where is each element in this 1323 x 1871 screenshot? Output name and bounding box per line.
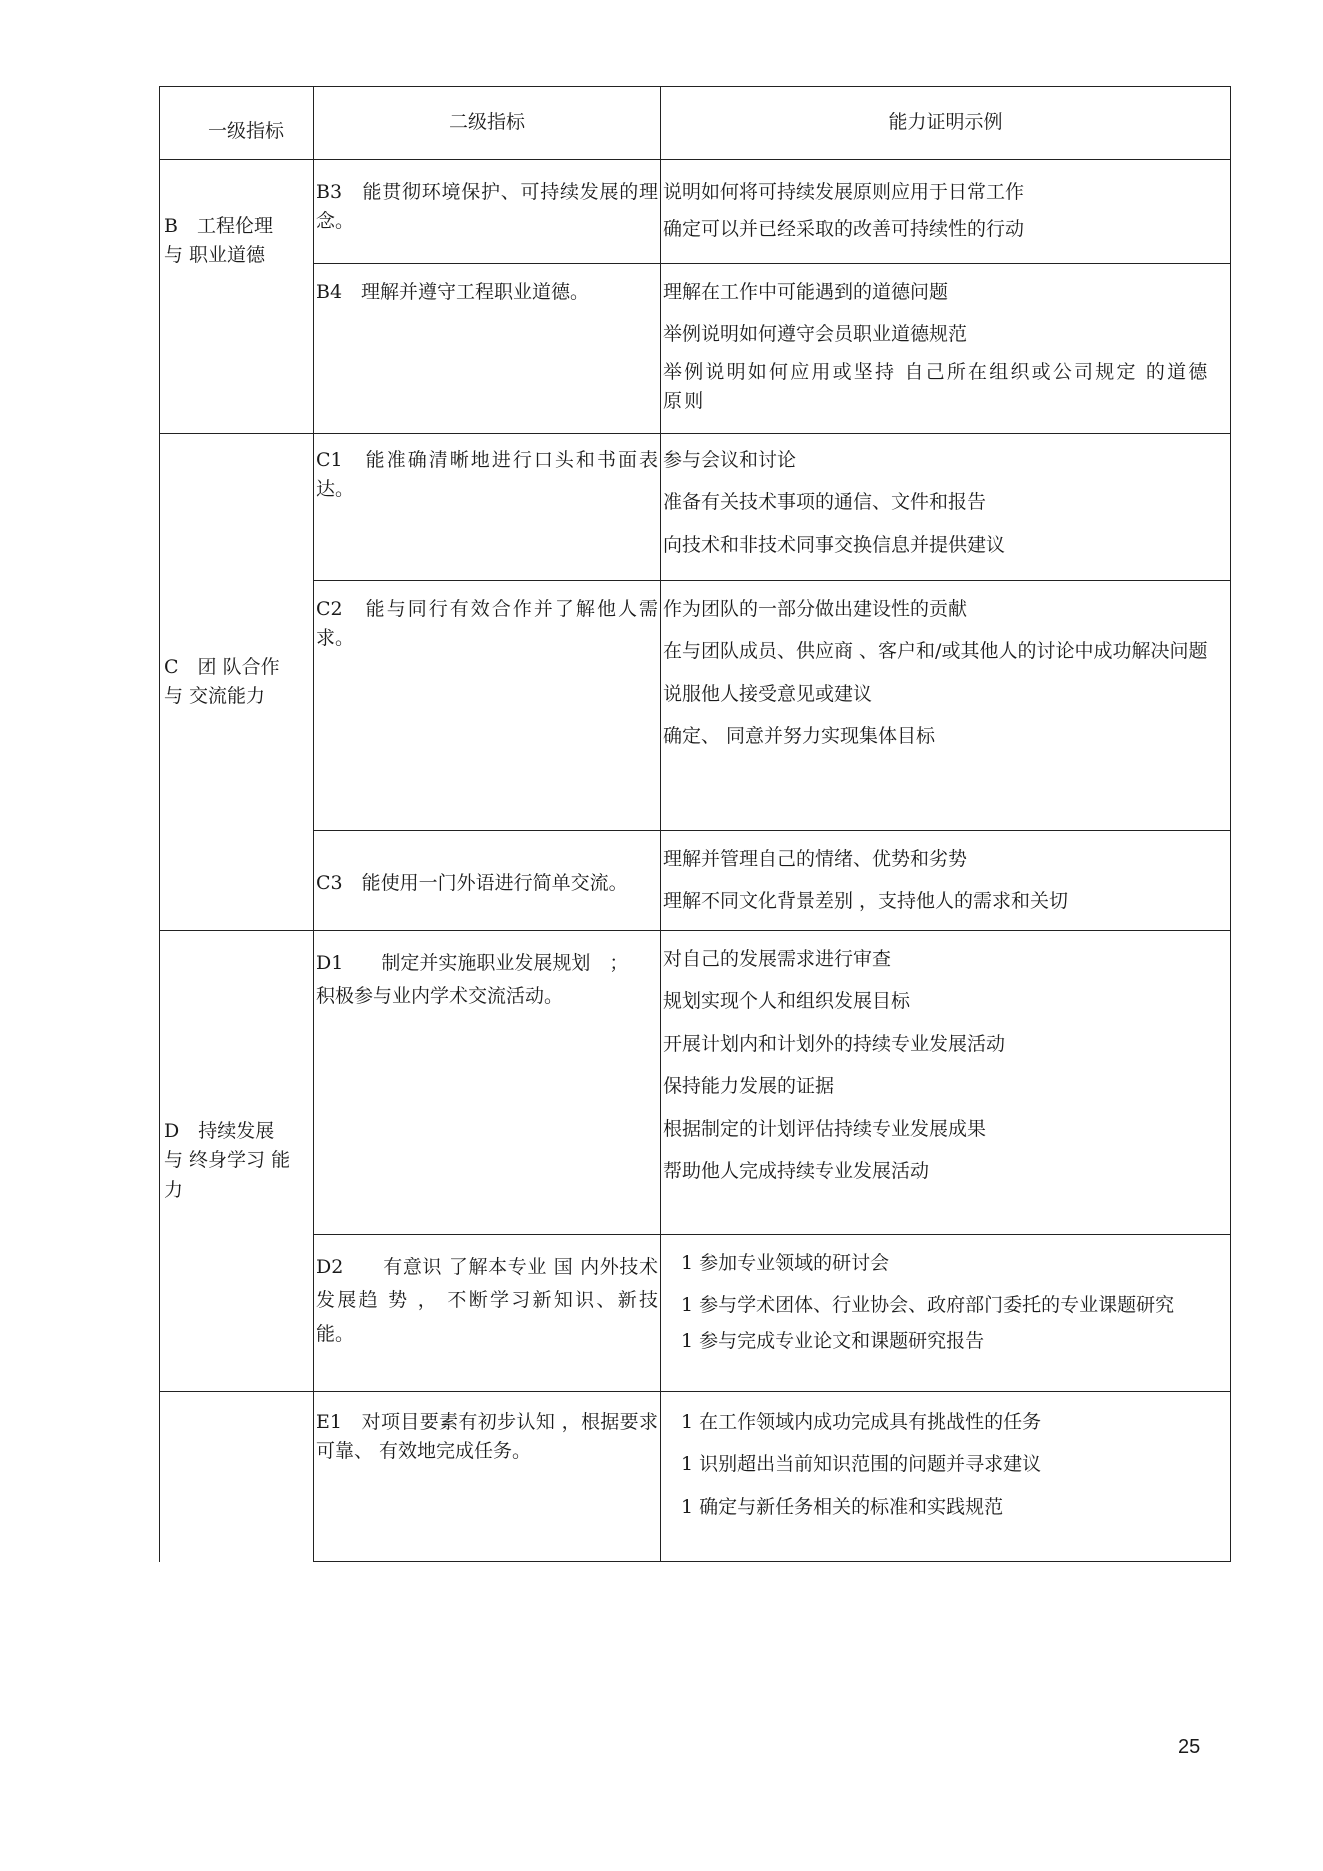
examples-e1: 1 在工作领域内成功完成具有挑战性的任务 1 识别超出当前知识范围的问题并寻求建议 1 确定与新任务相关的标准和实践规范 (661, 1392, 1231, 1562)
header-examples: 能力证明示例 (661, 87, 1231, 160)
level2-b4: B4 理解并遵守工程职业道德。 (314, 264, 661, 434)
table-row (160, 160, 1231, 264)
level2-c2: C2 能与同行有效合作并了解他人需求。 (314, 581, 661, 831)
examples-c1: 参与会议和讨论 准备有关技术事项的通信、文件和报告 向技术和非技术同事交换信息并提供建议 (661, 434, 1231, 581)
table-row (160, 264, 1231, 434)
table-header-row (160, 87, 1231, 160)
level1-e (160, 1392, 314, 1562)
table-row (160, 581, 1231, 831)
examples-d2: 1 参加专业领域的研讨会 1 参与学术团体、行业协会、政府部门委托的专业课题研究 1 参与完成专业论文和课题研究报告 (661, 1235, 1231, 1392)
examples-b3: 说明如何将可持续发展原则应用于日常工作 确定可以并已经采取的改善可持续性的行动 (661, 160, 1231, 264)
level1-b: B 工程伦理 与 职业道德 (160, 160, 314, 434)
level2-c1: C1 能准确清晰地进行口头和书面表达。 (314, 434, 661, 581)
header-level2: 二级指标 (314, 87, 661, 160)
level2-d1: D1 制定并实施职业发展规划 ； 积极参与业内学术交流活动。 (314, 931, 661, 1235)
examples-c2: 作为团队的一部分做出建设性的贡献 在与团队成员、供应商 、客户和/或其他人的讨论中成功解决问题 说服他人接受意见或建议 确定、 同意并努力实现集体目标 (661, 581, 1231, 831)
table-row (160, 1235, 1231, 1392)
level2-b3: B3 能贯彻环境保护、可持续发展的理念。 (314, 160, 661, 264)
level2-d2: D2 有意识 了解本专业 国 内外技术 发展趋 势 ， 不断学习新知识、新技 能。 (314, 1235, 661, 1392)
examples-b4: 理解在工作中可能遇到的道德问题 举例说明如何遵守会员职业道德规范 举例说明如何应用或坚持 自己所在组织或公司规定 的道德原则 (661, 264, 1231, 434)
header-level1: 一级指标 (160, 87, 314, 160)
level1-c: C 团 队合作 与 交流能力 (160, 434, 314, 931)
table-row (160, 831, 1231, 931)
table-row (160, 434, 1231, 581)
examples-d1: 对自己的发展需求进行审查 规划实现个人和组织发展目标 开展计划内和计划外的持续专业发展活动 保持能力发展的证据 根据制定的计划评估持续专业发展成果 帮助他人完成持续专业发展活动 (661, 931, 1231, 1235)
level2-e1: E1 对项目要素有初步认知 ，根据要求可靠、 有效地完成任务。 (314, 1392, 661, 1562)
competency-table (159, 86, 1231, 1562)
level1-d: D 持续发展 与 终身学习 能 力 (160, 931, 314, 1392)
examples-c3: 理解并管理自己的情绪、优势和劣势 理解不同文化背景差别 ，支持他人的需求和关切 (661, 831, 1231, 931)
level2-c3: C3 能使用一门外语进行简单交流。 (314, 831, 661, 931)
page-number: 25 (1178, 1736, 1201, 1758)
table-row (160, 931, 1231, 1235)
table-row (160, 1392, 1231, 1562)
